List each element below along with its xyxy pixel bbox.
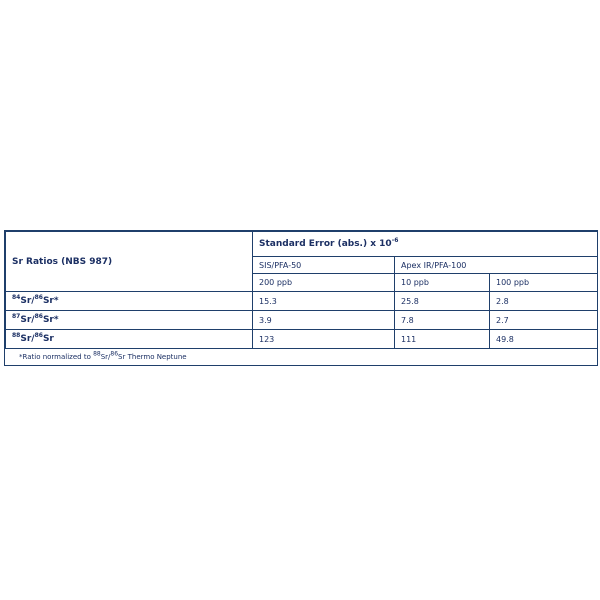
table-row [6,311,598,330]
std-error-exponent: -6 [391,237,399,244]
concentration-10ppb: 10 ppb [395,274,490,292]
ratio-den-element: Sr [42,315,54,325]
ratio-num-mass: 84 [12,294,21,301]
ratio-label: $^{84}$Sr/$^{86}$Sr* [6,292,253,311]
value-cell: 25.8 [395,292,490,311]
footnote: *Ratio normalized to 88Sr/86Sr Thermo Neptune [19,350,187,361]
sr-ratios-table [5,231,598,349]
row-header-title: Sr Ratios (NBS 987) [6,232,253,292]
std-error-header-text: Standard Error (abs.) x 10 [259,239,392,249]
method-apex-ir-pfa-100: Apex IR/PFA-100 [395,257,598,274]
table-row [6,330,598,349]
ratio-suffix: * [53,315,59,325]
value-cell: 2.8 [490,292,598,311]
ratio-num-mass: 88 [12,332,21,339]
ratio-num-mass: 87 [12,313,21,320]
concentration-200ppb: 200 ppb [253,274,395,292]
footnote-num-mass: 88 [93,350,101,358]
ratio-den-mass: 86 [34,332,43,339]
ratio-den-mass: 86 [34,313,43,320]
ratio-num-element: Sr [20,334,32,344]
value-cell: 7.8 [395,311,490,330]
footnote-suffix: Thermo Neptune [125,353,187,361]
ratio-den-mass: 86 [34,294,43,301]
value-cell: 2.7 [490,311,598,330]
footnote-den-mass: 86 [110,350,119,358]
value-cell: 15.3 [253,292,395,311]
ratio-den-element: Sr [42,296,54,306]
concentration-100ppb: 100 ppb [490,274,598,292]
ratio-suffix: * [53,296,59,306]
value-cell: 49.8 [490,330,598,349]
sr-ratios-table-container [4,230,598,366]
footnote-num-element: Sr [100,353,109,361]
footnote-den-element: Sr [118,353,126,361]
value-cell: 3.9 [253,311,395,330]
ratio-den-element: Sr [42,334,54,344]
value-cell: 123 [253,330,395,349]
table-row [6,292,598,311]
ratio-label: $^{88}$Sr/$^{86}$Sr [6,330,253,349]
std-error-header [253,232,598,257]
ratio-num-element: Sr [20,315,32,325]
method-sis-pfa-50: SIS/PFA-50 [253,257,395,274]
footnote-prefix: *Ratio normalized to [19,353,94,361]
ratio-label: $^{87}$Sr/$^{86}$Sr* [6,311,253,330]
ratio-num-element: Sr [20,296,32,306]
value-cell: 111 [395,330,490,349]
